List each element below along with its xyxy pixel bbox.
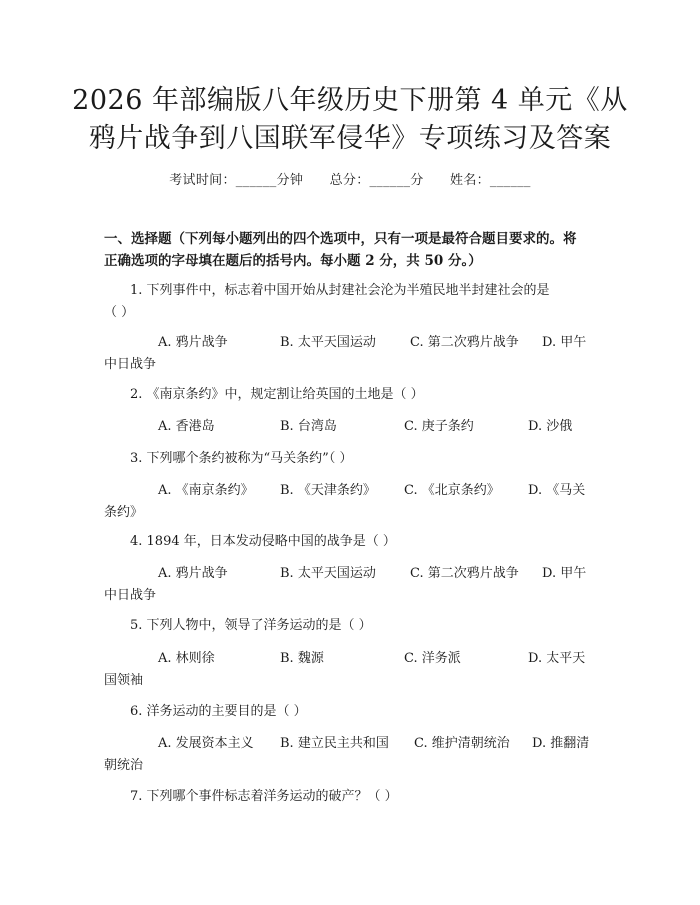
option-a: A. 发展资本主义 xyxy=(158,736,254,751)
question-5-stem xyxy=(104,615,594,637)
question-3-options xyxy=(104,480,594,524)
section-heading-line-1: 一、选择题（下列每小题列出的四个选项中，只有一项是最符合题目要求的。将 xyxy=(104,231,577,247)
question-3-stem xyxy=(104,448,594,470)
option-a: A. 林则徐 xyxy=(158,651,215,666)
title-line-2: 鸦片战争到八国联军侵华》专项练习及答案 xyxy=(88,123,612,154)
option-c: C. 维护清朝统治 xyxy=(414,736,510,751)
option-b: B. 台湾岛 xyxy=(280,419,337,434)
option-d: D. 推翻清 xyxy=(532,736,590,751)
question-stem-line: （ ） xyxy=(104,305,135,320)
option-c: C. 第二次鸦片战争 xyxy=(410,335,519,350)
option-a: A. 香港岛 xyxy=(158,419,215,434)
option-wrap-text: 朝统治 xyxy=(104,758,144,773)
option-a: A. 鸦片战争 xyxy=(158,335,228,350)
option-b: B. 《天津条约》 xyxy=(280,483,376,498)
question-stem-line: 4. 1894 年，日本发动侵略中国的战争是（ ） xyxy=(130,534,396,549)
question-stem-line: 1. 下列事件中，标志着中国开始从封建社会沦为半殖民地半封建社会的是 xyxy=(130,283,550,298)
question-5-options xyxy=(104,648,594,692)
option-wrap-text: 中日战争 xyxy=(104,357,157,372)
question-7-stem xyxy=(104,786,594,808)
option-d: D. 太平天 xyxy=(528,651,586,666)
option-d: D. 甲午 xyxy=(542,335,587,350)
question-stem-line: 3. 下列哪个条约被称为“马关条约”（ ） xyxy=(130,451,353,466)
question-4-options xyxy=(104,563,594,607)
document-title xyxy=(60,82,640,158)
question-4-stem xyxy=(104,531,594,553)
question-2-stem xyxy=(104,384,594,406)
question-6-stem xyxy=(104,701,594,723)
option-c: C. 《北京条约》 xyxy=(404,483,500,498)
option-c: C. 洋务派 xyxy=(404,651,461,666)
option-wrap-text: 条约》 xyxy=(104,505,144,520)
exam-info xyxy=(0,169,700,188)
question-stem-line: 6. 洋务运动的主要目的是（ ） xyxy=(130,704,307,719)
option-b: B. 魏源 xyxy=(280,651,324,666)
option-c: C. 庚子条约 xyxy=(404,419,474,434)
question-1-stem xyxy=(104,280,594,324)
option-d: D. 沙俄 xyxy=(528,419,573,434)
option-b: B. 太平天国运动 xyxy=(280,335,376,350)
question-2-options xyxy=(104,416,594,438)
option-d: D. 甲午 xyxy=(542,566,587,581)
option-wrap-text: 国领袖 xyxy=(104,673,144,688)
option-b: B. 建立民主共和国 xyxy=(280,736,389,751)
question-stem-line: 7. 下列哪个事件标志着洋务运动的破产？（ ） xyxy=(130,789,398,804)
question-1-options xyxy=(104,332,594,376)
exam-time-field: 考试时间：______分钟 xyxy=(169,173,304,188)
exam-score-field: 总分：______分 xyxy=(329,173,424,188)
option-a: A. 《南京条约》 xyxy=(158,483,254,498)
question-stem-line: 2. 《南京条约》中，规定割让给英国的土地是（ ） xyxy=(130,387,424,402)
section-heading-line-2: 正确选项的字母填在题后的括号内。每小题 2 分，共 50 分。） xyxy=(104,253,482,269)
question-stem-line: 5. 下列人物中，领导了洋务运动的是（ ） xyxy=(130,618,372,633)
option-wrap-text: 中日战争 xyxy=(104,588,157,603)
option-a: A. 鸦片战争 xyxy=(158,566,228,581)
exam-name-field: 姓名：______ xyxy=(450,173,531,188)
title-line-1: 2026 年部编版八年级历史下册第 4 单元《从 xyxy=(72,85,628,116)
option-d: D. 《马关 xyxy=(528,483,586,498)
option-b: B. 太平天国运动 xyxy=(280,566,376,581)
question-6-options xyxy=(104,733,594,777)
option-c: C. 第二次鸦片战争 xyxy=(410,566,519,581)
section-heading xyxy=(104,228,604,272)
